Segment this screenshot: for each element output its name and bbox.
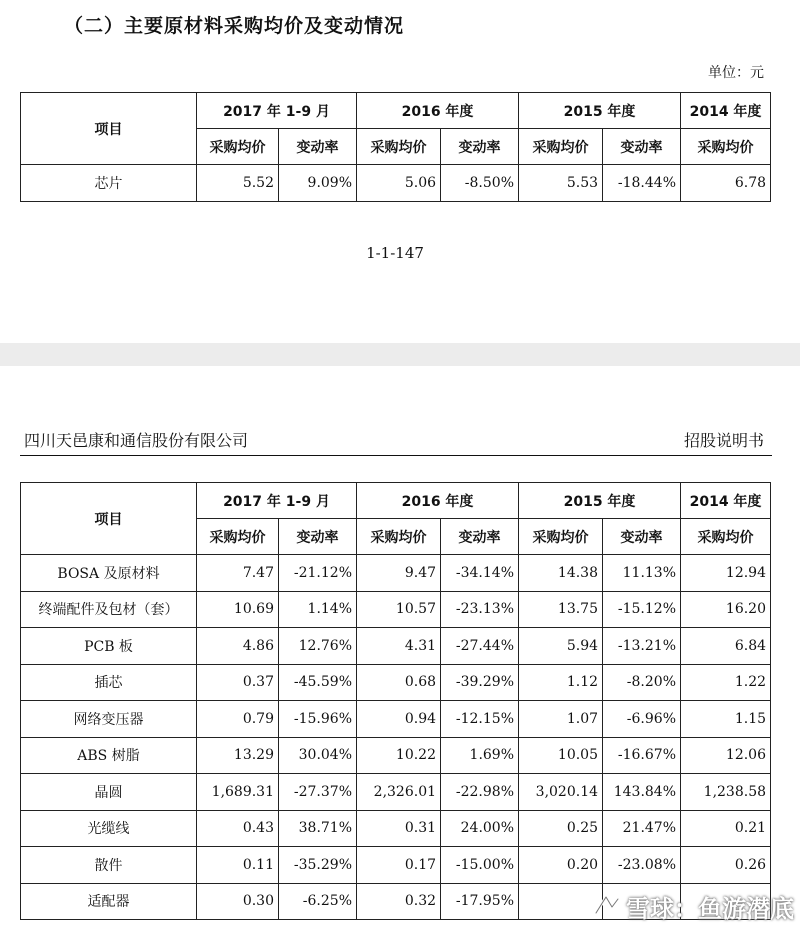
cell-value: 1.22 [681, 664, 771, 701]
period-header: 2017 年 1-9 月 [197, 483, 357, 519]
period-header: 2014 年度 [681, 93, 771, 129]
page-top [0, 0, 800, 343]
cell-value: 0.30 [197, 883, 279, 920]
cell-value: 0.20 [519, 847, 603, 884]
row-label: 网络变压器 [21, 701, 197, 738]
table-row [21, 737, 771, 774]
row-label: PCB 板 [21, 628, 197, 665]
cell-value: -22.98% [441, 774, 519, 811]
cell-value: 6.78 [681, 165, 771, 202]
cell-value: -6.96% [603, 701, 681, 738]
cell-value: 1.12 [519, 664, 603, 701]
cell-value: 24.00% [441, 810, 519, 847]
cell-value: -39.29% [441, 664, 519, 701]
sub-header: 采购均价 [519, 129, 603, 165]
watermark [592, 886, 794, 926]
period-header: 2017 年 1-9 月 [197, 93, 357, 129]
item-header: 项目 [21, 483, 197, 555]
cell-value: -17.95% [441, 883, 519, 920]
header-rule [20, 455, 772, 456]
sub-header: 采购均价 [197, 129, 279, 165]
row-label: BOSA 及原材料 [21, 555, 197, 592]
row-label: 芯片 [21, 165, 197, 202]
cell-value: -18.44% [603, 165, 681, 202]
period-header: 2016 年度 [357, 93, 519, 129]
cell-value: 7.47 [197, 555, 279, 592]
cell-value: -8.50% [441, 165, 519, 202]
sub-header: 采购均价 [357, 129, 441, 165]
cell-value: 0.94 [357, 701, 441, 738]
cell-value: -12.15% [441, 701, 519, 738]
snowball-logo-icon [592, 891, 622, 921]
cell-value: 13.29 [197, 737, 279, 774]
table-row [21, 555, 771, 592]
cell-value: -21.12% [279, 555, 357, 592]
row-label: 晶圆 [21, 774, 197, 811]
chip-price-table [20, 92, 771, 202]
unit-label: 单位：元 [708, 65, 764, 81]
cell-value: 13.75 [519, 591, 603, 628]
table-row [21, 774, 771, 811]
cell-value: 1.15 [681, 701, 771, 738]
row-label: 适配器 [21, 883, 197, 920]
row-label: 光缆线 [21, 810, 197, 847]
sub-header: 采购均价 [681, 129, 771, 165]
cell-value: 5.94 [519, 628, 603, 665]
material-price-table [20, 482, 771, 920]
sub-header: 变动率 [279, 519, 357, 555]
page-divider [0, 343, 800, 366]
cell-value: 12.76% [279, 628, 357, 665]
cell-value: 4.31 [357, 628, 441, 665]
row-label: 散件 [21, 847, 197, 884]
table-row [21, 810, 771, 847]
cell-value: 0.17 [357, 847, 441, 884]
cell-value: 5.52 [197, 165, 279, 202]
cell-value: 0.31 [357, 810, 441, 847]
cell-value: 2,326.01 [357, 774, 441, 811]
row-label: 插芯 [21, 664, 197, 701]
cell-value: 0.11 [197, 847, 279, 884]
cell-value: 10.57 [357, 591, 441, 628]
cell-value: -15.96% [279, 701, 357, 738]
section-title: （二）主要原材料采购均价及变动情况 [64, 15, 405, 37]
cell-value: 9.09% [279, 165, 357, 202]
sub-header: 变动率 [603, 129, 681, 165]
cell-value: 10.69 [197, 591, 279, 628]
table-row [21, 591, 771, 628]
cell-value: -27.44% [441, 628, 519, 665]
row-label: ABS 树脂 [21, 737, 197, 774]
cell-value: -27.37% [279, 774, 357, 811]
cell-value: 1.07 [519, 701, 603, 738]
cell-value: -15.00% [441, 847, 519, 884]
sub-header: 变动率 [441, 519, 519, 555]
cell-value: 14.38 [519, 555, 603, 592]
cell-value: 38.71% [279, 810, 357, 847]
cell-value: 0.26 [681, 847, 771, 884]
cell-value: 1.14% [279, 591, 357, 628]
period-header-row [21, 93, 771, 129]
cell-value: 11.13% [603, 555, 681, 592]
period-header: 2015 年度 [519, 483, 681, 519]
item-header: 项目 [21, 93, 197, 165]
cell-value: 0.25 [519, 810, 603, 847]
cell-value: 3,020.14 [519, 774, 603, 811]
cell-value: -16.67% [603, 737, 681, 774]
cell-value [519, 883, 603, 920]
cell-value: 9.47 [357, 555, 441, 592]
sub-header: 采购均价 [519, 519, 603, 555]
period-header: 2016 年度 [357, 483, 519, 519]
cell-value: 0.43 [197, 810, 279, 847]
cell-value: 16.20 [681, 591, 771, 628]
table-row [21, 628, 771, 665]
cell-value: -8.20% [603, 664, 681, 701]
sub-header: 变动率 [441, 129, 519, 165]
cell-value: -15.12% [603, 591, 681, 628]
company-name: 四川天邑康和通信股份有限公司 [24, 431, 249, 450]
period-header: 2015 年度 [519, 93, 681, 129]
cell-value: 0.68 [357, 664, 441, 701]
cell-value: 0.79 [197, 701, 279, 738]
cell-value: 0.37 [197, 664, 279, 701]
sub-header: 采购均价 [681, 519, 771, 555]
page-number: 1-1-147 [366, 244, 424, 262]
cell-value: -34.14% [441, 555, 519, 592]
sub-header: 变动率 [603, 519, 681, 555]
sub-header: 变动率 [279, 129, 357, 165]
cell-value: 5.06 [357, 165, 441, 202]
cell-value: 1,238.58 [681, 774, 771, 811]
cell-value: 6.84 [681, 628, 771, 665]
cell-value: -6.25% [279, 883, 357, 920]
cell-value: 4.86 [197, 628, 279, 665]
cell-value: 5.53 [519, 165, 603, 202]
cell-value: 0.32 [357, 883, 441, 920]
cell-value: 1.69% [441, 737, 519, 774]
cell-value: 10.22 [357, 737, 441, 774]
table-row [21, 165, 771, 202]
document-type: 招股说明书 [683, 431, 764, 450]
sub-header: 采购均价 [197, 519, 279, 555]
cell-value: -23.08% [603, 847, 681, 884]
table-row [21, 847, 771, 884]
cell-value: 143.84% [603, 774, 681, 811]
cell-value: 12.94 [681, 555, 771, 592]
sub-header: 采购均价 [357, 519, 441, 555]
row-label: 终端配件及包材（套） [21, 591, 197, 628]
period-header-row [21, 483, 771, 519]
table-row [21, 664, 771, 701]
cell-value: 10.05 [519, 737, 603, 774]
cell-value: -35.29% [279, 847, 357, 884]
cell-value: -23.13% [441, 591, 519, 628]
material-rows [21, 555, 771, 920]
watermark-text: 雪球：鱼游潜底 [626, 894, 794, 923]
table-row [21, 701, 771, 738]
cell-value: 1,689.31 [197, 774, 279, 811]
cell-value: -13.21% [603, 628, 681, 665]
cell-value: 21.47% [603, 810, 681, 847]
period-header: 2014 年度 [681, 483, 771, 519]
cell-value: 12.06 [681, 737, 771, 774]
cell-value: -45.59% [279, 664, 357, 701]
cell-value: 30.04% [279, 737, 357, 774]
cell-value: 0.21 [681, 810, 771, 847]
